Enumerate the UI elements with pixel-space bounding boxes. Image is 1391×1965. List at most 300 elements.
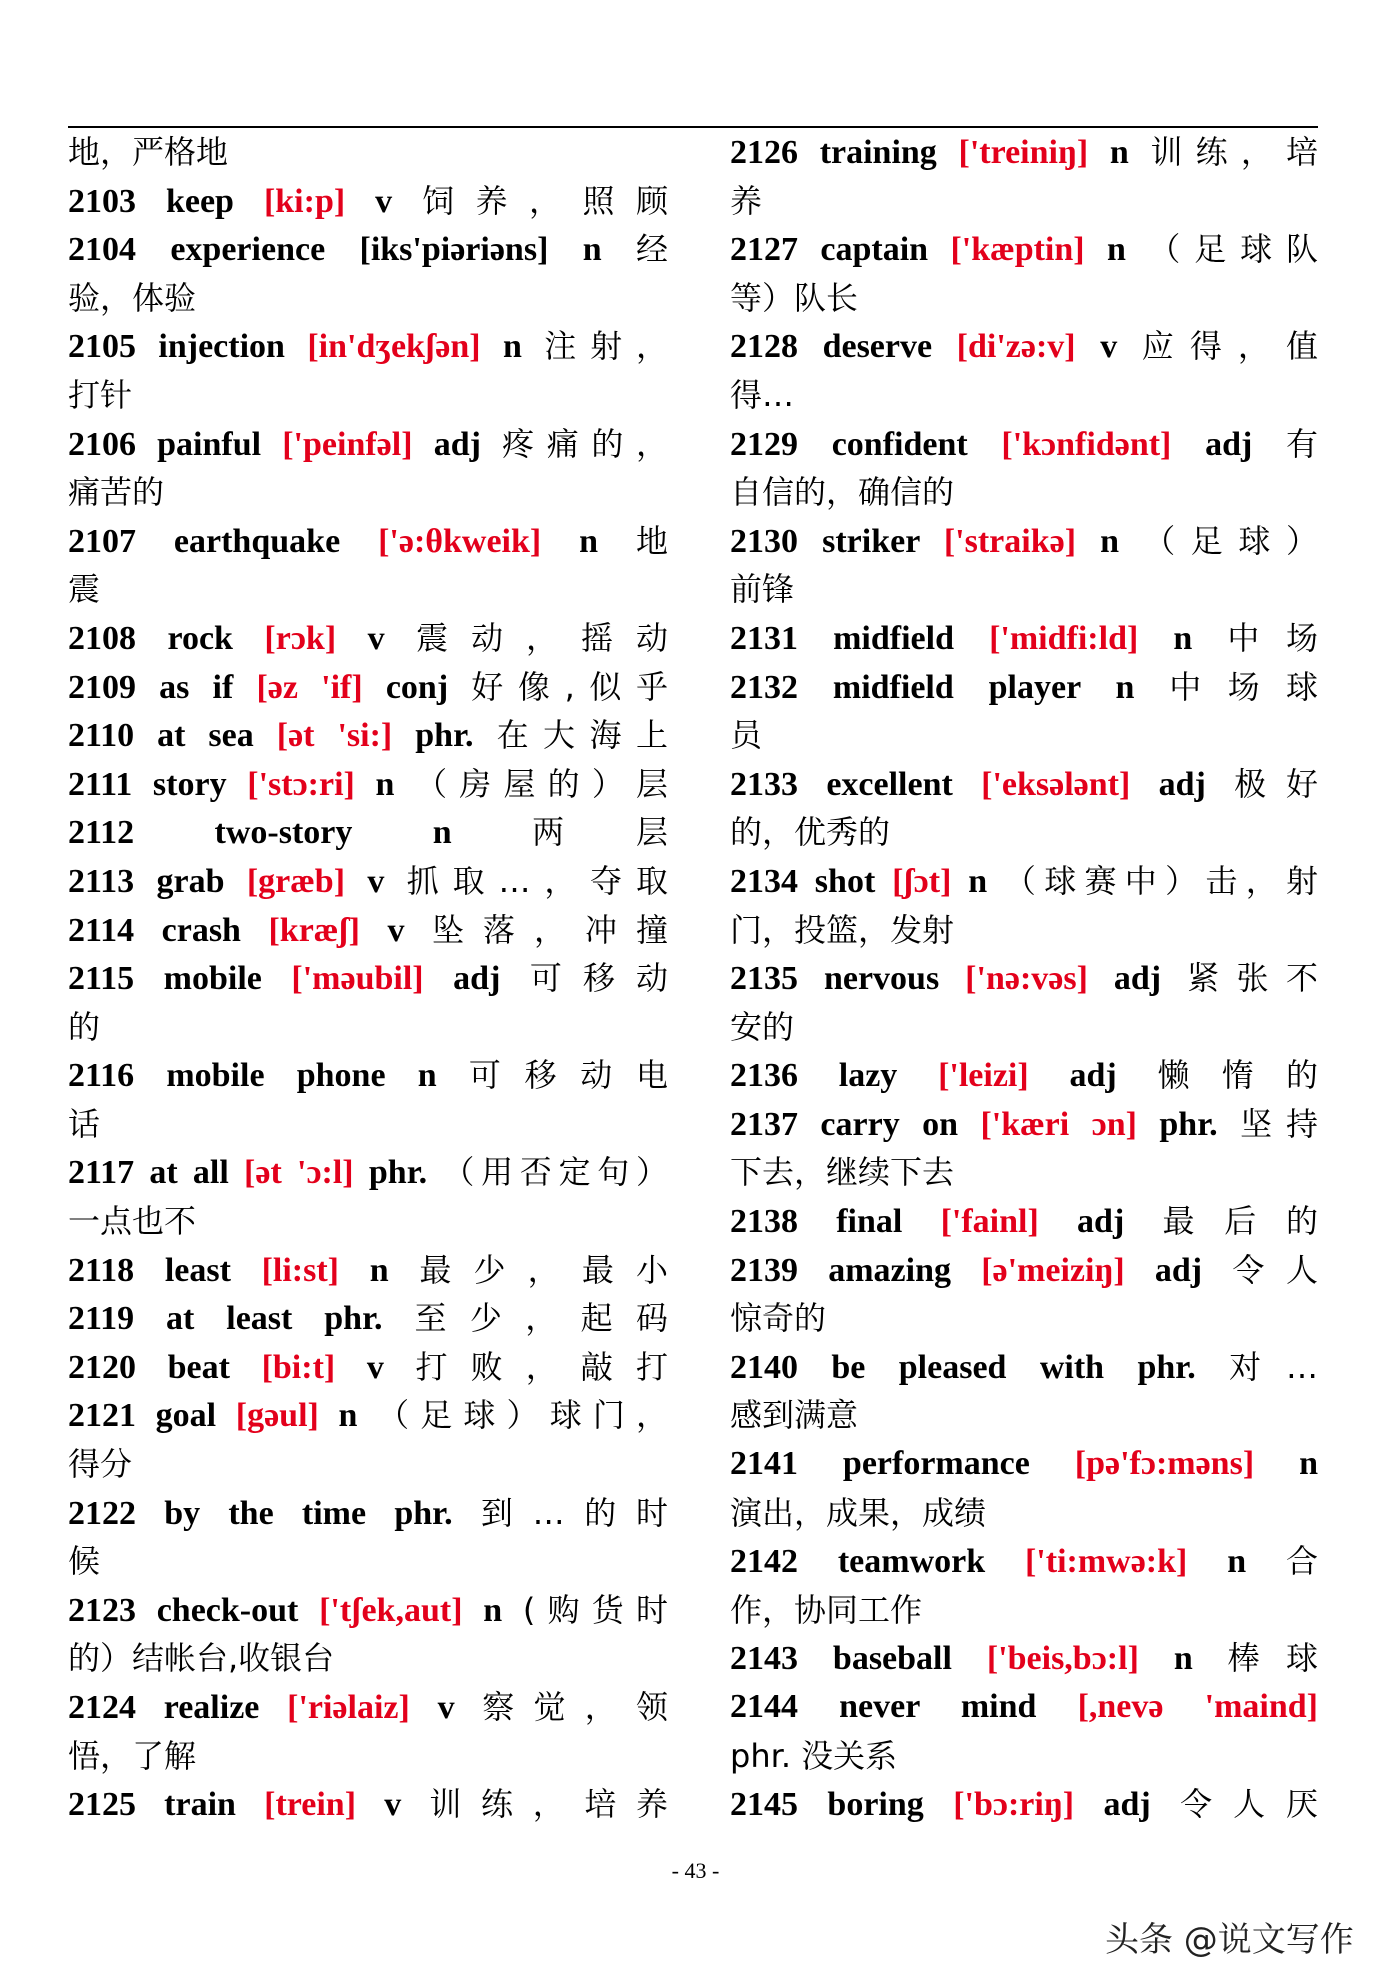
entry-word: check-out [156, 1591, 299, 1629]
entry-word: never mind [839, 1688, 1037, 1725]
vocab-entry [730, 322, 1318, 371]
entry-phonetic: ['eksələnt] [981, 765, 1131, 803]
vocab-entry [730, 760, 1318, 809]
entry-continuation [730, 565, 1318, 614]
entry-part-of-speech: n [502, 328, 522, 366]
entry-word: rock [167, 619, 233, 657]
entry-word: grab [156, 862, 225, 900]
entry-meaning: 应得，值 [1141, 327, 1318, 366]
vocab-entry [68, 760, 668, 809]
entry-part-of-speech: n [1109, 134, 1129, 171]
entry-continuation [730, 1003, 1318, 1052]
entry-phonetic: ['straikə] [943, 522, 1077, 560]
entry-phonetic: [pə'fɔ:məns] [1074, 1445, 1255, 1483]
vocab-entry [730, 857, 1318, 906]
entry-meaning: 棒球 [1227, 1639, 1318, 1678]
entry-word: deserve [822, 328, 933, 366]
entry-phonetic: [ət 'si:] [276, 717, 393, 755]
entry-number: 2127 [730, 231, 798, 269]
entry-meaning: 地 [636, 521, 668, 560]
entry-meaning: 在大海上 [496, 716, 668, 755]
vocab-entry [730, 1440, 1318, 1489]
entry-number: 2136 [730, 1057, 798, 1095]
entry-part-of-speech: n [417, 1057, 437, 1095]
entry-word: keep [165, 182, 234, 220]
entry-word: injection [158, 328, 285, 366]
entry-continuation-text: 得… [730, 375, 795, 414]
page-number: - 43 - [671, 1858, 720, 1883]
entry-number: 2109 [68, 668, 136, 706]
entry-continuation [730, 906, 1318, 955]
entry-phonetic: [in'dʒekʃən] [307, 328, 481, 366]
entry-number: 2145 [730, 1786, 798, 1824]
entry-continuation [730, 274, 1318, 323]
entry-continuation [68, 128, 668, 177]
entry-part-of-speech: adj [1154, 1251, 1203, 1289]
entry-number: 2135 [730, 960, 798, 998]
entry-number: 2142 [730, 1543, 798, 1581]
entry-word: at sea [157, 717, 254, 755]
entry-continuation [730, 371, 1318, 420]
entry-word: as if [159, 668, 234, 706]
entry-word: excellent [826, 765, 953, 803]
vocab-entry [68, 1489, 668, 1538]
entry-word: crash [161, 911, 241, 949]
vocab-entry [68, 1246, 668, 1295]
entry-word: be pleased with [831, 1348, 1105, 1386]
entry-number: 2125 [68, 1786, 136, 1824]
entry-word: shot [814, 862, 876, 900]
entry-continuation-text: phr. 没关系 [730, 1736, 898, 1775]
entry-part-of-speech: n [579, 522, 599, 560]
entry-continuation [68, 1634, 668, 1683]
entry-number: 2105 [68, 328, 136, 366]
vocab-entry [730, 954, 1318, 1003]
entry-meaning: 最后的 [1162, 1202, 1318, 1241]
entry-phonetic: [rɔk] [264, 619, 337, 657]
vocab-entry [68, 857, 668, 906]
entry-continuation [730, 1391, 1318, 1440]
entry-word: goal [155, 1397, 217, 1435]
entry-continuation [68, 1537, 668, 1586]
entry-continuation [68, 1197, 668, 1246]
entry-continuation-text: 前锋 [730, 570, 795, 609]
entry-meaning: 两层 [532, 813, 668, 852]
entry-meaning: （足球）球门， [377, 1396, 668, 1435]
entry-meaning: 懒惰的 [1157, 1056, 1318, 1095]
vocab-entry [68, 1586, 668, 1635]
entry-phonetic: [,nevə 'maind] [1077, 1688, 1318, 1725]
entry-continuation-text: 验，体验 [68, 278, 197, 317]
entry-part-of-speech: n [1299, 1445, 1318, 1483]
vocab-entry [68, 1683, 668, 1732]
entry-continuation [730, 177, 1318, 226]
entry-word: carry on [820, 1105, 959, 1143]
entry-phonetic: ['peinfəl] [282, 425, 413, 463]
vocab-entry [730, 517, 1318, 566]
entry-number: 2112 [68, 814, 135, 852]
entry-meaning: (购货时 [522, 1590, 668, 1629]
entry-phonetic: ['kæptin] [950, 231, 1085, 269]
entry-continuation-text: 地，严格地 [68, 133, 229, 171]
entry-number: 2113 [68, 862, 135, 900]
entry-word: performance [842, 1445, 1030, 1483]
entry-continuation-text: 安的 [730, 1007, 795, 1046]
entry-phonetic: [kræʃ] [268, 911, 360, 949]
entry-number: 2143 [730, 1640, 798, 1678]
entry-continuation-text: 的）结帐台,收银台 [68, 1639, 335, 1678]
entry-continuation [68, 1003, 668, 1052]
entry-word: train [164, 1786, 236, 1824]
vocab-entry [730, 1197, 1318, 1246]
entry-meaning: 紧张不 [1187, 959, 1318, 998]
entry-part-of-speech: phr. [1159, 1105, 1218, 1143]
entry-number: 2126 [730, 134, 798, 171]
entry-phonetic: ['nə:vəs] [965, 960, 1088, 998]
entry-continuation [68, 1732, 668, 1781]
entry-number: 2121 [68, 1397, 136, 1435]
entry-part-of-speech: adj [1103, 1786, 1151, 1824]
entry-continuation-text: 自信的，确信的 [730, 473, 955, 512]
entry-continuation [68, 468, 668, 517]
vocab-entry [730, 1780, 1318, 1829]
vocab-entry [68, 420, 668, 469]
vocab-entry [68, 1294, 668, 1343]
entry-part-of-speech: phr. [1137, 1348, 1196, 1386]
entry-continuation-text: 话 [68, 1104, 101, 1143]
entry-part-of-speech: v [387, 911, 405, 949]
entry-word: beat [167, 1348, 230, 1386]
vocab-entry [730, 663, 1318, 712]
entry-word: captain [820, 231, 929, 269]
entry-number: 2137 [730, 1105, 798, 1143]
vocab-entry [730, 1343, 1318, 1392]
entry-part-of-speech: v [366, 1348, 384, 1386]
vocab-entry [68, 1148, 668, 1197]
entry-part-of-speech: n [1227, 1543, 1247, 1581]
entry-phonetic: ['treiniŋ] [958, 134, 1089, 171]
entry-continuation [68, 371, 668, 420]
entry-phonetic: [iks'piəriəns] [359, 231, 549, 269]
entry-part-of-speech: n [369, 1251, 389, 1289]
entry-continuation [730, 808, 1318, 857]
entry-continuation [730, 1732, 1318, 1781]
entry-word: experience [170, 231, 326, 269]
entry-phonetic: ['leizi] [938, 1057, 1029, 1095]
entry-phonetic: ['ə:θkweik] [378, 522, 542, 560]
entry-meaning: 可移动电 [468, 1056, 668, 1095]
entry-phonetic: [əz 'if] [256, 668, 363, 706]
entry-phonetic: [græb] [246, 862, 346, 900]
entry-meaning: 好像,似乎 [471, 667, 668, 706]
entry-meaning: （足球队 [1148, 230, 1318, 269]
entry-phonetic: ['fainl] [940, 1203, 1039, 1241]
entry-continuation [730, 468, 1318, 517]
entry-number: 2111 [68, 765, 133, 803]
entry-meaning: 察觉，领 [482, 1688, 668, 1726]
entry-part-of-speech: phr. [368, 1154, 428, 1192]
vocab-entry [68, 517, 668, 566]
vocab-entry [68, 711, 668, 760]
entry-phonetic: [ki:p] [263, 182, 346, 220]
entry-meaning: 至少，起码 [414, 1299, 668, 1338]
entry-meaning: 合 [1285, 1542, 1318, 1581]
vocab-entry [68, 906, 668, 955]
entry-phonetic: [ət 'ɔ:l] [244, 1154, 354, 1192]
entry-meaning: 中场球 [1169, 667, 1318, 706]
entry-word: boring [827, 1786, 924, 1824]
entry-meaning: 训练，培养 [429, 1785, 668, 1824]
entry-part-of-speech: n [1107, 231, 1126, 269]
entry-part-of-speech: phr. [324, 1300, 383, 1338]
entry-number: 2122 [68, 1494, 136, 1532]
entry-continuation [730, 1148, 1318, 1197]
entry-meaning: 可移动 [529, 959, 668, 998]
entry-meaning: 注射， [544, 327, 668, 366]
entry-part-of-speech: conj [385, 668, 449, 706]
entry-number: 2134 [730, 862, 798, 900]
entry-continuation [68, 274, 668, 323]
entry-part-of-speech: n [432, 814, 452, 852]
entry-part-of-speech: adj [1205, 425, 1253, 463]
entry-word: two-story [214, 814, 353, 852]
entry-continuation-text: 作，协同工作 [730, 1590, 923, 1629]
vocab-entry [730, 1634, 1318, 1683]
entry-phonetic: ['riəlaiz] [287, 1689, 410, 1726]
entry-meaning: 令人 [1232, 1250, 1318, 1289]
entry-word: realize [163, 1689, 260, 1726]
entry-phonetic: [trein] [264, 1786, 357, 1824]
vocab-entry [730, 1683, 1318, 1732]
vocab-entry [68, 614, 668, 663]
entry-number: 2124 [68, 1689, 136, 1726]
entry-number: 2108 [68, 619, 136, 657]
entry-phonetic: ['midfi:ld] [989, 619, 1139, 657]
left-column [68, 128, 668, 1829]
entry-continuation-text: 下去，继续下去 [730, 1153, 955, 1192]
entry-continuation-text: 等）队长 [730, 278, 859, 317]
entry-part-of-speech: n [1173, 619, 1193, 657]
entry-phonetic: [li:st] [261, 1251, 340, 1289]
entry-meaning: 令人厌 [1180, 1785, 1318, 1824]
entry-continuation-text: 感到满意 [730, 1396, 859, 1435]
entry-continuation-text: 养 [730, 181, 763, 220]
entry-phonetic: [gəul] [235, 1397, 319, 1435]
entry-part-of-speech: n [582, 231, 602, 269]
vocab-entry [68, 808, 668, 857]
vocab-entry [68, 1343, 668, 1392]
entry-part-of-speech: phr. [394, 1494, 453, 1532]
entry-word: earthquake [173, 522, 341, 560]
entry-number: 2107 [68, 522, 136, 560]
entry-number: 2144 [730, 1688, 798, 1725]
entry-continuation-text: 悟，了解 [68, 1736, 197, 1775]
entry-phonetic: ['kɔnfidənt] [1001, 425, 1172, 463]
entry-part-of-speech: v [437, 1689, 455, 1726]
entry-meaning: 对… [1229, 1347, 1318, 1386]
entry-word: least [164, 1251, 231, 1289]
entry-number: 2141 [730, 1445, 798, 1483]
entry-number: 2115 [68, 960, 135, 998]
entry-word: confident [831, 425, 968, 463]
entry-phonetic: ['məubil] [291, 960, 424, 998]
entry-continuation [730, 711, 1318, 760]
entry-word: final [836, 1203, 903, 1241]
entry-phonetic: ['bɔ:riŋ] [953, 1786, 1075, 1824]
vocab-entry [730, 1246, 1318, 1295]
entry-number: 2130 [730, 522, 798, 560]
entry-meaning: （足球） [1143, 521, 1318, 560]
entry-meaning: 中场 [1227, 618, 1318, 657]
entry-part-of-speech: v [375, 182, 393, 220]
entry-word: lazy [838, 1057, 898, 1095]
entry-number: 2116 [68, 1057, 135, 1095]
entry-meaning: （用否定句） [442, 1153, 668, 1192]
entry-meaning: 经 [636, 230, 668, 269]
entry-number: 2106 [68, 425, 136, 463]
vocab-entry [68, 177, 668, 226]
entry-part-of-speech: n [375, 765, 395, 803]
entry-number: 2117 [68, 1154, 135, 1192]
vocab-entry [68, 663, 668, 712]
entry-word: baseball [832, 1640, 952, 1678]
entry-meaning: （房屋的）层 [415, 764, 668, 803]
entry-number: 2120 [68, 1348, 136, 1386]
entry-continuation-text: 的，优秀的 [730, 813, 891, 852]
entry-number: 2110 [68, 717, 135, 755]
entry-continuation-text: 候 [68, 1542, 101, 1581]
vocab-entry [730, 225, 1318, 274]
vocab-entry [730, 128, 1318, 177]
entry-number: 2103 [68, 182, 136, 220]
entry-continuation [730, 1294, 1318, 1343]
entry-phonetic: ['ti:mwə:k] [1024, 1543, 1188, 1581]
vocab-entry [68, 1391, 668, 1440]
vocab-entry [68, 954, 668, 1003]
entry-part-of-speech: adj [1158, 765, 1206, 803]
entry-phonetic: [di'zə:v] [956, 328, 1076, 366]
entry-part-of-speech: v [1100, 328, 1118, 366]
entry-number: 2129 [730, 425, 798, 463]
entry-continuation-text: 的 [68, 1007, 101, 1046]
vocab-entry [68, 322, 668, 371]
entry-meaning: 坚持 [1240, 1104, 1318, 1143]
entry-word: story [152, 765, 227, 803]
entry-meaning: 最少，最小 [419, 1250, 668, 1289]
entry-phonetic: ['stɔ:ri] [247, 765, 355, 803]
entry-phonetic: ['kæri ɔn] [980, 1105, 1137, 1143]
entry-word: at all [149, 1154, 229, 1192]
entry-meaning: （球赛中）击，射 [1003, 861, 1318, 900]
entry-word: teamwork [837, 1543, 986, 1581]
entry-continuation-text: 痛苦的 [68, 473, 165, 512]
entry-number: 2133 [730, 765, 798, 803]
entry-word: mobile phone [166, 1057, 386, 1095]
vocab-entry [68, 225, 668, 274]
vocab-entry [730, 1100, 1318, 1149]
entry-continuation-text: 惊奇的 [730, 1299, 827, 1338]
entry-continuation-text: 得分 [68, 1445, 133, 1484]
vocab-entry [730, 614, 1318, 663]
entry-number: 2131 [730, 619, 798, 657]
entry-word: painful [157, 425, 262, 463]
watermark: 头条 @说文写作 [1105, 1920, 1354, 1960]
entry-number: 2119 [68, 1300, 135, 1338]
entry-phonetic: [ʃɔt] [892, 862, 952, 900]
entry-number: 2138 [730, 1203, 798, 1241]
entry-word: training [819, 134, 937, 171]
right-column [730, 128, 1318, 1829]
entry-word: by the time [164, 1494, 367, 1532]
entry-continuation [730, 1586, 1318, 1635]
entry-number: 2114 [68, 911, 135, 949]
entry-continuation-text: 一点也不 [68, 1202, 197, 1241]
entry-continuation-text: 演出，成果，成绩 [730, 1493, 987, 1532]
entry-meaning: 坠落，冲撞 [432, 910, 668, 949]
entry-continuation [68, 1100, 668, 1149]
entry-continuation-text: 员 [730, 716, 763, 755]
entry-number: 2118 [68, 1251, 135, 1289]
entry-meaning: 震动，摇动 [416, 618, 668, 657]
entry-phonetic: ['beis,bɔ:l] [986, 1640, 1139, 1678]
entry-word: midfield [833, 619, 954, 657]
vocab-entry [68, 1780, 668, 1829]
vocab-entry [730, 1537, 1318, 1586]
entry-meaning: 到…的时 [480, 1493, 668, 1532]
entry-number: 2139 [730, 1251, 798, 1289]
entry-part-of-speech: adj [453, 960, 501, 998]
entry-meaning: 训练，培 [1150, 133, 1318, 171]
entry-number: 2128 [730, 328, 798, 366]
entry-meaning: 极好 [1234, 764, 1318, 803]
entry-number: 2140 [730, 1348, 798, 1386]
entry-word: midfield player [832, 668, 1081, 706]
entry-number: 2132 [730, 668, 798, 706]
entry-part-of-speech: n [1100, 522, 1120, 560]
vocab-entry [730, 1051, 1318, 1100]
entry-part-of-speech: adj [1113, 960, 1162, 998]
entry-part-of-speech: n [1173, 1640, 1193, 1678]
entry-phonetic: [bi:t] [261, 1348, 336, 1386]
entry-part-of-speech: adj [433, 425, 481, 463]
entry-continuation-text: 打针 [68, 375, 133, 414]
entry-word: nervous [823, 960, 940, 998]
entry-part-of-speech: v [384, 1786, 402, 1824]
entry-meaning: 疼痛的， [502, 424, 668, 463]
entry-word: mobile [163, 960, 262, 998]
vocab-entry [730, 420, 1318, 469]
entry-part-of-speech: n [1115, 668, 1135, 706]
entry-phonetic: [ə'meiziŋ] [981, 1251, 1125, 1289]
entry-continuation [730, 1489, 1318, 1538]
entry-number: 2104 [68, 231, 136, 269]
entry-phonetic: ['tʃek,aut] [319, 1591, 463, 1629]
entry-part-of-speech: phr. [415, 717, 474, 755]
entry-meaning: 饲养，照顾 [422, 181, 668, 220]
entry-part-of-speech: v [367, 862, 385, 900]
entry-part-of-speech: v [367, 619, 385, 657]
entry-part-of-speech: n [338, 1397, 358, 1435]
entry-continuation-text: 门，投篮，发射 [730, 910, 955, 949]
entry-meaning: 打败，敲打 [415, 1347, 668, 1386]
entry-part-of-speech: n [968, 862, 988, 900]
entry-meaning: 有 [1285, 424, 1318, 463]
entry-part-of-speech: n [483, 1591, 503, 1629]
entry-meaning: 抓取…，夺取 [406, 861, 668, 900]
entry-word: amazing [828, 1251, 951, 1289]
entry-part-of-speech: adj [1077, 1203, 1125, 1241]
entry-continuation-text: 震 [68, 570, 101, 609]
